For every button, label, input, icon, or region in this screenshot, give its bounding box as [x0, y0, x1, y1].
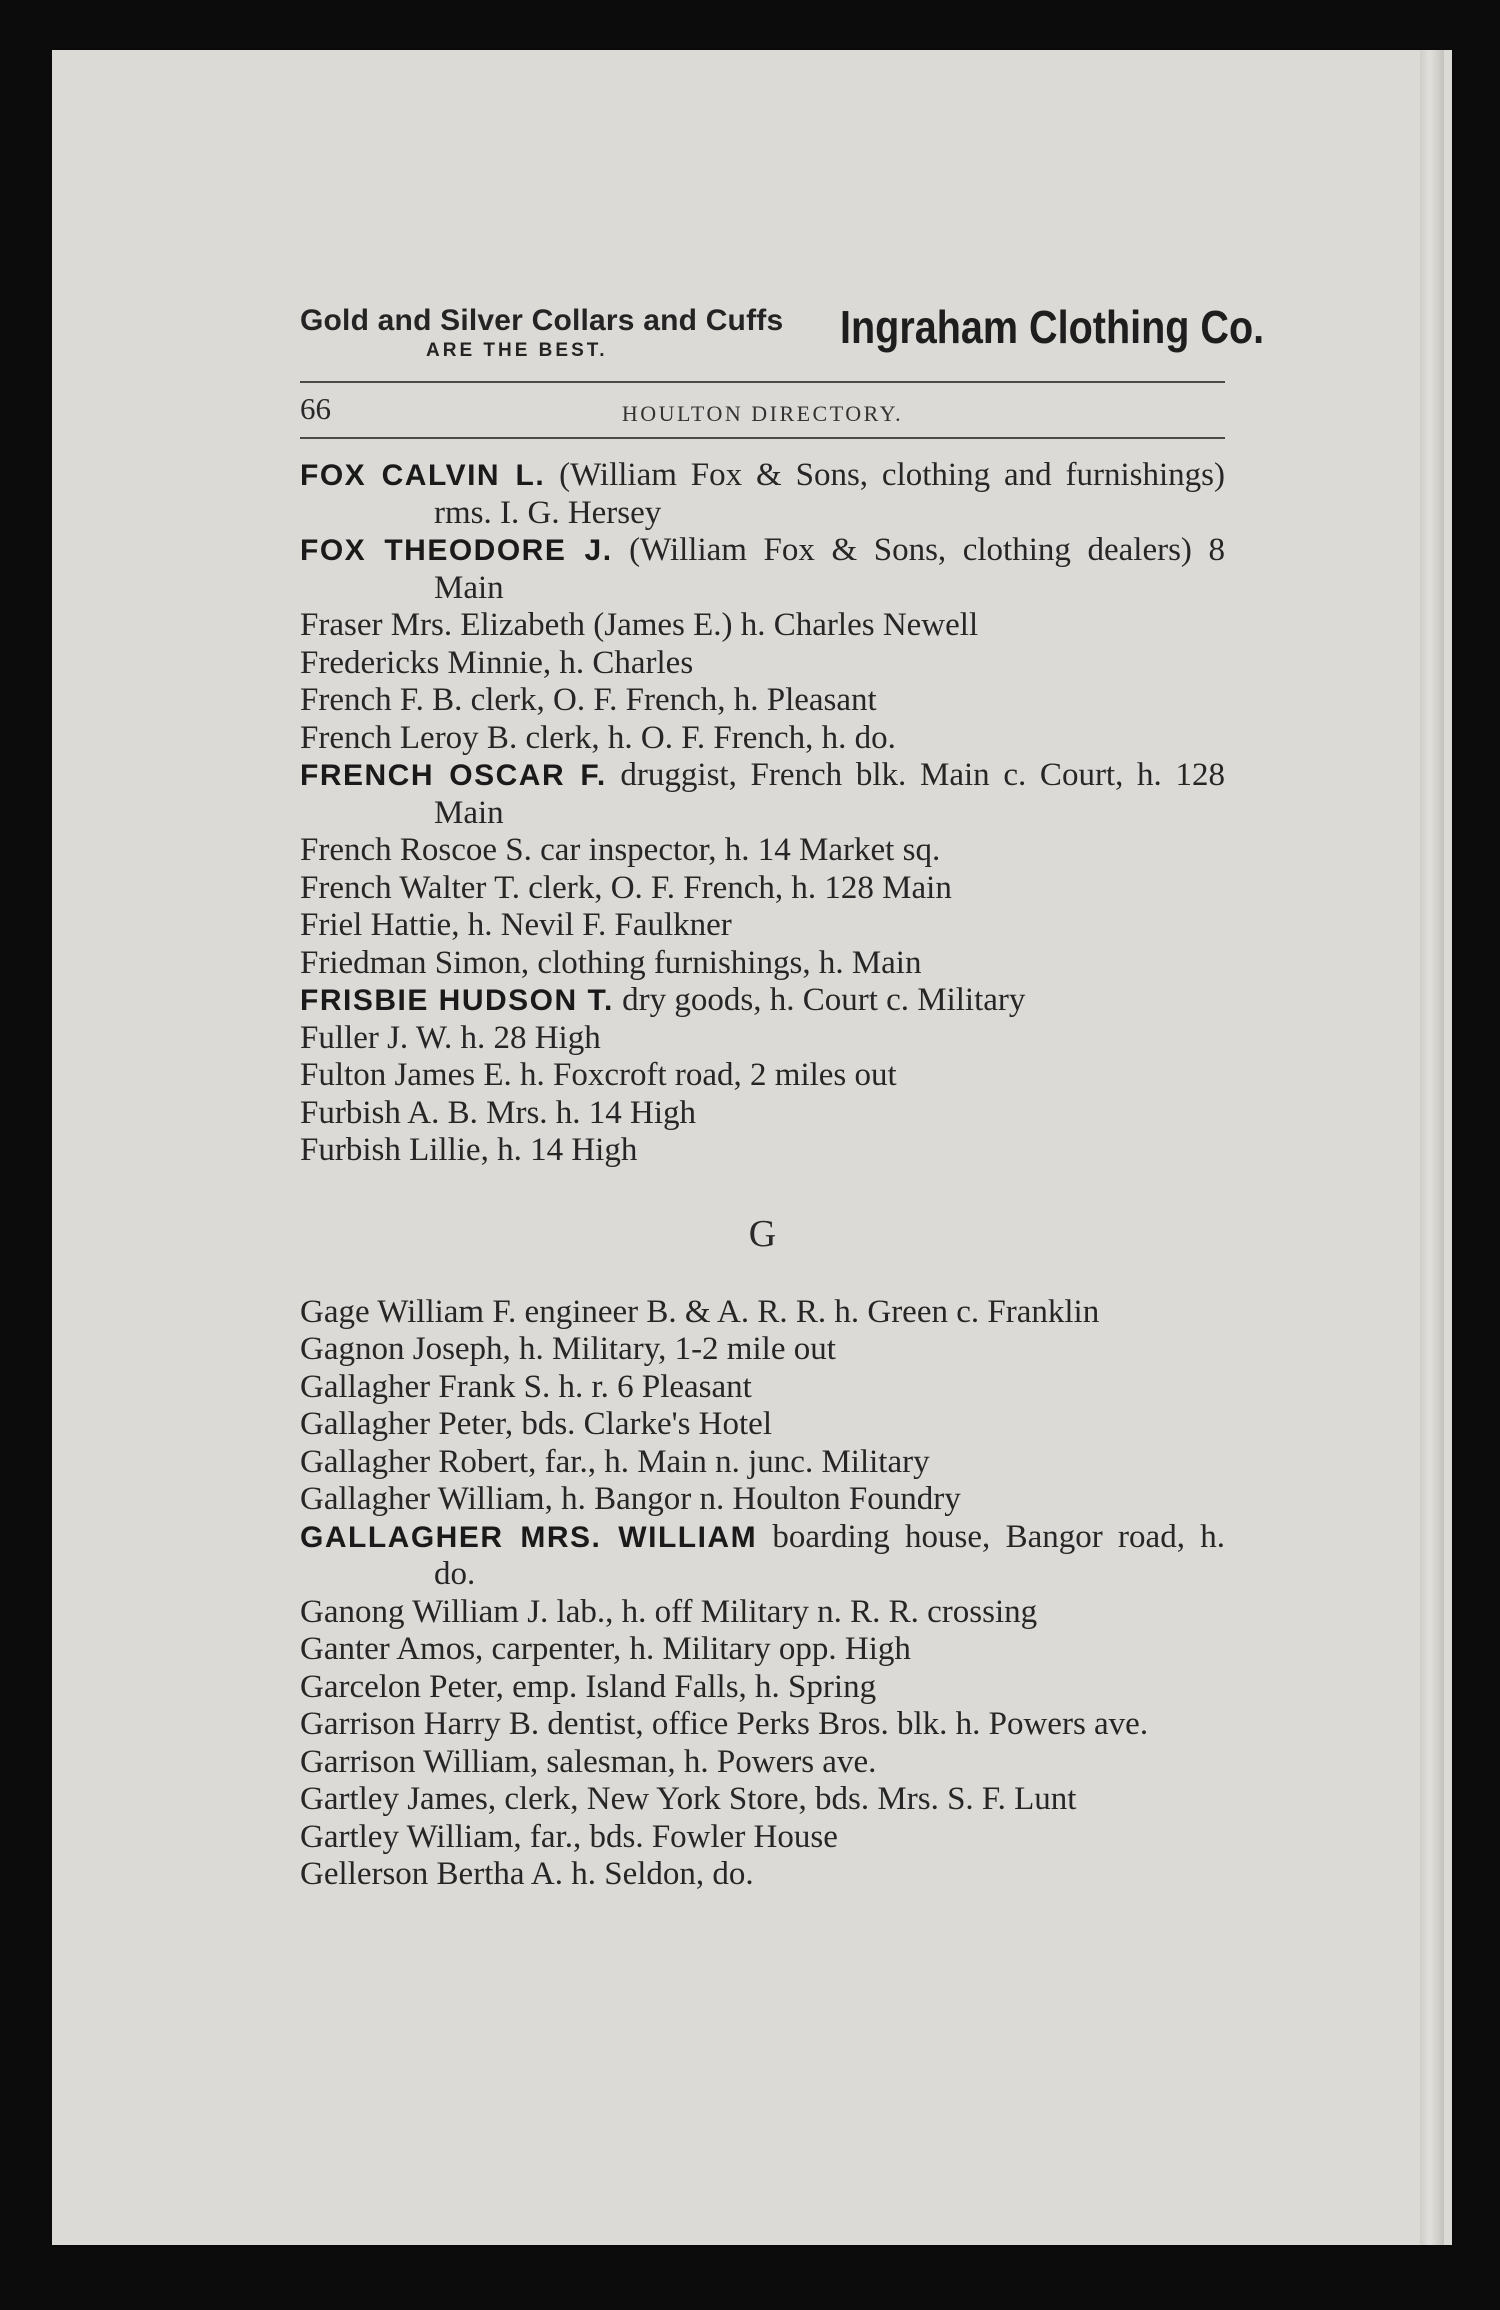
page-edge — [1420, 50, 1444, 2245]
page-content — [300, 300, 1265, 1894]
entry-text: French Roscoe S. car inspector, h. 14 Market sq. — [300, 832, 941, 868]
directory-entry — [300, 870, 1225, 908]
directory-entry — [300, 645, 1225, 683]
directory-entry — [300, 1294, 1225, 1332]
directory-entry — [300, 907, 1225, 945]
directory-entry — [300, 607, 1225, 645]
entry-text: Gagnon Joseph, h. Military, 1-2 mile out — [300, 1331, 836, 1367]
directory-entry — [300, 1594, 1225, 1632]
ad-clothing-company: Ingraham Clothing Co. — [840, 301, 1265, 353]
directory-entry — [300, 1631, 1225, 1669]
page-number: 66 — [300, 391, 331, 426]
directory-entry — [300, 532, 1225, 607]
advertisement-banner — [300, 300, 1265, 378]
entry-text: Ganter Amos, carpenter, h. Military opp. High — [300, 1631, 911, 1667]
header-divider — [300, 437, 1225, 439]
directory-entry — [300, 1706, 1225, 1744]
section-letter: G — [748, 1212, 777, 1255]
directory-entry — [300, 682, 1225, 720]
entry-text: Gallagher Robert, far., h. Main n. junc. Military — [300, 1443, 930, 1480]
entry-text: French Walter T. clerk, O. F. French, h. 128 Main — [300, 869, 952, 906]
entry-text: Furbish A. B. Mrs. h. 14 High — [300, 1094, 697, 1131]
directory-entry — [300, 1856, 1225, 1894]
page-header — [300, 383, 1225, 437]
entry-name-bold: FOX CALVIN L. — [300, 459, 546, 492]
entry-text: druggist, French blk. Main c. Court, h. 128 Main — [434, 757, 1225, 831]
directory-entry — [300, 1781, 1225, 1819]
directory-entry — [300, 1132, 1225, 1170]
entry-text: Gage William F. engineer B. & A. R. R. h. Green c. Franklin — [300, 1293, 1100, 1330]
entry-text: Furbish Lillie, h. 14 High — [300, 1132, 638, 1168]
entry-text: Garcelon Peter, emp. Island Falls, h. Spring — [300, 1668, 877, 1705]
entry-text: Garrison William, salesman, h. Powers ave. — [300, 1743, 877, 1780]
running-title: HOULTON DIRECTORY. — [621, 401, 904, 426]
entry-text: Gartley James, clerk, New York Store, bds. Mrs. S. F. Lunt — [300, 1781, 1077, 1817]
entry-text: Friel Hattie, h. Nevil F. Faulkner — [300, 907, 732, 943]
directory-entry — [300, 1819, 1225, 1857]
ad-left-line1: Gold and Silver Collars and Cuffs — [300, 304, 784, 337]
directory-entry — [300, 982, 1225, 1020]
entry-text: Gallagher Peter, bds. Clarke's Hotel — [300, 1406, 772, 1442]
entry-text: dry goods, h. Court c. Military — [613, 982, 1026, 1018]
directory-list-f — [300, 457, 1225, 1170]
directory-entry — [300, 1020, 1225, 1058]
entry-text: (William Fox & Sons, clothing dealers) 8 Main — [434, 532, 1225, 606]
directory-entry — [300, 1744, 1225, 1782]
entry-text: Garrison Harry B. dentist, office Perks Bros. blk. h. Powers ave. — [300, 1706, 1149, 1742]
directory-list-g — [300, 1294, 1225, 1894]
directory-entry — [300, 1669, 1225, 1707]
directory-entry — [300, 1095, 1225, 1133]
entry-name-bold: FRISBIE HUDSON T. — [300, 984, 614, 1017]
directory-entry — [300, 1057, 1225, 1095]
entry-text: Fredericks Minnie, h. Charles — [300, 644, 694, 681]
entry-text: Gartley William, far., bds. Fowler House — [300, 1818, 838, 1855]
entry-text: boarding house, Bangor road, h. do. — [434, 1518, 1226, 1592]
entry-text: Ganong William J. lab., h. off Military n. R. R. crossing — [300, 1593, 1038, 1630]
directory-entry — [300, 457, 1225, 532]
entry-text: (William Fox & Sons, clothing and furnishings) rms. I. G. Hersey — [434, 457, 1225, 531]
directory-entry — [300, 1444, 1225, 1482]
entry-text: Fuller J. W. h. 28 High — [300, 1019, 601, 1056]
entry-text: Fulton James E. h. Foxcroft road, 2 miles out — [300, 1057, 897, 1093]
directory-entry — [300, 1519, 1225, 1594]
entry-name-bold: FOX THEODORE J. — [300, 534, 613, 567]
ad-left-line2: ARE THE BEST. — [426, 340, 608, 361]
directory-entry — [300, 1369, 1225, 1407]
entry-name-bold: FRENCH OSCAR F. — [300, 759, 607, 792]
entry-text: Gallagher Frank S. h. r. 6 Pleasant — [300, 1368, 752, 1405]
directory-entry — [300, 945, 1225, 983]
entry-text: Gallagher William, h. Bangor n. Houlton Foundry — [300, 1481, 961, 1517]
entry-text: Gellerson Bertha A. h. Seldon, do. — [300, 1856, 754, 1892]
directory-entry — [300, 720, 1225, 758]
directory-entry — [300, 1406, 1225, 1444]
directory-entry — [300, 1481, 1225, 1519]
entry-text: French Leroy B. clerk, h. O. F. French, h. do. — [300, 719, 896, 756]
directory-entry — [300, 832, 1225, 870]
entry-text: French F. B. clerk, O. F. French, h. Pleasant — [300, 682, 877, 718]
ad-collars-cuffs — [300, 304, 790, 362]
entry-name-bold: GALLAGHER MRS. WILLIAM — [300, 1520, 758, 1554]
directory-entry — [300, 757, 1225, 832]
entry-text: Fraser Mrs. Elizabeth (James E.) h. Charles Newell — [300, 607, 979, 643]
entry-text: Friedman Simon, clothing furnishings, h. Main — [300, 944, 922, 981]
directory-entry — [300, 1331, 1225, 1369]
